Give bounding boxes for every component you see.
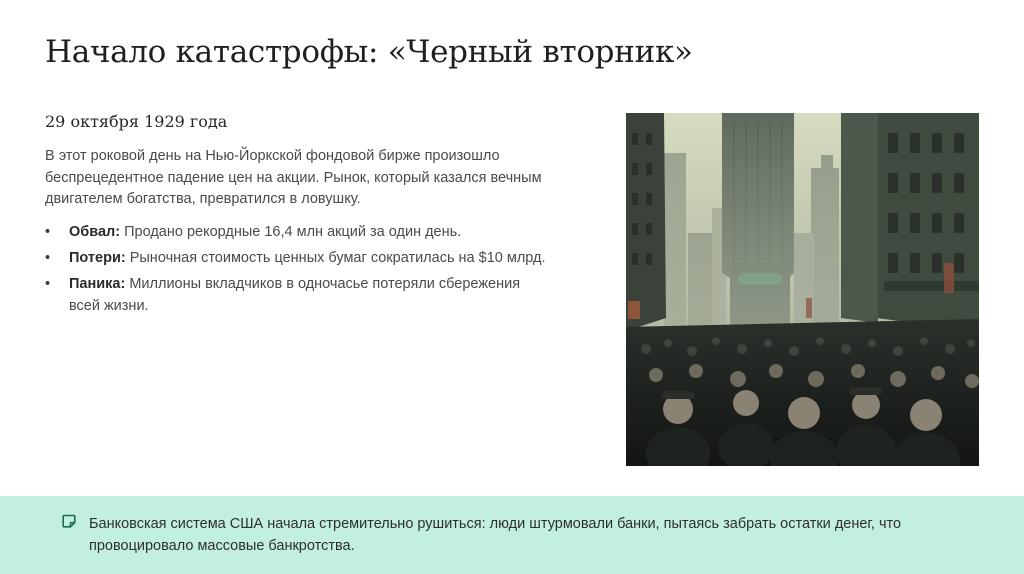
slide-title: Начало катастрофы: «Черный вторник» (45, 34, 693, 70)
bullet-marker: • (45, 276, 51, 292)
bullet-list (45, 222, 555, 322)
bullet-marker: • (45, 250, 51, 266)
bullet-text: Продано рекордные 16,4 млн акций за один день. (120, 224, 462, 240)
bullet-text: Рыночная стоимость ценных бумаг сократилась на $10 млрд. (125, 250, 546, 266)
bullet-marker: • (45, 224, 51, 240)
bullet-item-crash (45, 222, 555, 244)
bullet-text: Миллионы вкладчиков в одночасье потеряли сбережения всей жизни. (69, 276, 521, 314)
note-icon (62, 514, 76, 528)
intro-paragraph: В этот роковой день на Нью-Йоркской фондовой бирже произошло беспрецедентное падение цен на акции. Рынок, который казался вечным двигателем богатства, превратился в ловушку. (45, 148, 542, 207)
crowd-street-photo (626, 113, 979, 466)
bullet-item-losses (45, 248, 555, 270)
date-subtitle: 29 октября 1929 года (45, 112, 228, 131)
bullet-item-panic (45, 274, 555, 317)
callout-text: Банковская система США начала стремительно рушиться: люди штурмовали банки, пытаясь забрать остатки денег, что провоцировало массовые банкротства. (89, 516, 902, 554)
bullet-term: Паника: (69, 276, 126, 292)
bullet-term: Обвал: (69, 224, 121, 240)
callout-box (0, 496, 1024, 574)
bullet-term: Потери: (69, 250, 126, 266)
